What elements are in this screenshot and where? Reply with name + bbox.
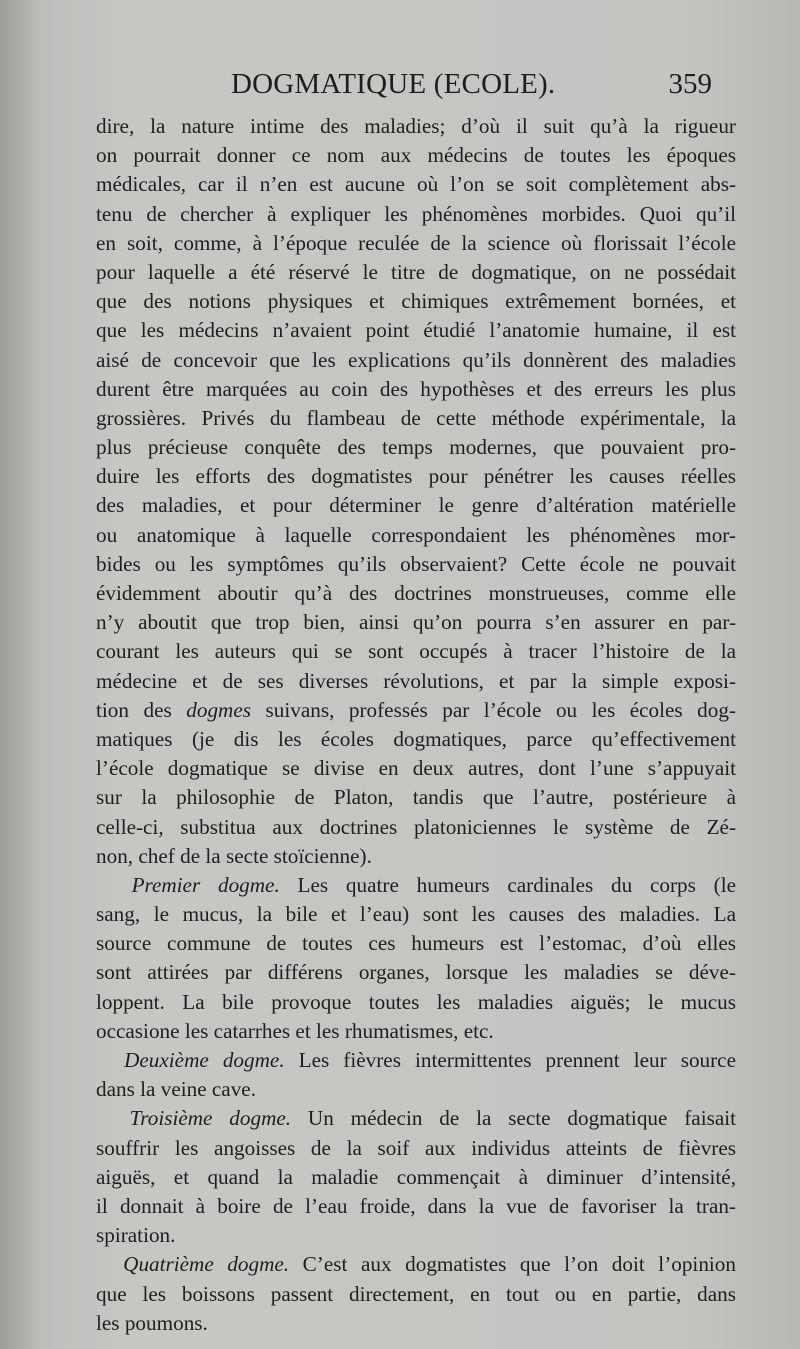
- text-line: que les boissons passent directement, en tout ou en partie, dans: [96, 1281, 736, 1306]
- dogme-heading-line: [96, 1250, 736, 1279]
- text-fragment: C’est aux dogmatistes que l’on doit l’opinion: [289, 1252, 736, 1277]
- text-line: dire, la nature intime des maladies; d’où il suit qu’à la rigueur: [96, 114, 736, 138]
- text-line: aisé de concevoir que les explications qu’ils donnèrent des maladies: [96, 347, 736, 372]
- text-line: des maladies, et pour déterminer le genre d’altération matérielle: [96, 493, 736, 518]
- text-line: tenu de chercher à expliquer les phénomènes morbides. Quoi qu’il: [96, 201, 736, 226]
- text-line: celle-ci, substitua aux doctrines platoniciennes le système de Zé-: [96, 814, 736, 839]
- text-line: durent être marquées au coin des hypothèses et des erreurs les plus: [96, 376, 736, 401]
- text-fragment: Les quatre humeurs cardinales du corps (le: [279, 872, 736, 897]
- text-line: non, chef de la secte stoïcienne).: [96, 843, 372, 868]
- running-head: [96, 68, 736, 108]
- text-line: source commune de toutes ces humeurs est l’estomac, d’où elles: [96, 931, 736, 956]
- text-line: [96, 696, 736, 725]
- text-line: pour laquelle a été réservé le titre de dogmatique, on ne possédait: [96, 259, 736, 284]
- text-line: en soit, comme, à l’époque reculée de la science où florissait l’école: [96, 230, 736, 255]
- text-line: que les médecins n’avaient point étudié l’anatomie humaine, il est: [96, 318, 736, 343]
- text-line: duire les efforts des dogmatistes pour pénétrer les causes réelles: [96, 464, 736, 489]
- text-line: sont attirées par différens organes, lorsque les maladies se déve-: [96, 960, 736, 985]
- dogme-label: Premier dogme.: [131, 872, 280, 897]
- page-number: 359: [668, 68, 712, 100]
- text-line: médicales, car il n’en est aucune où l’on se soit complètement abs-: [96, 172, 736, 197]
- text-line: aiguës, et quand la maladie commençait à diminuer d’intensité,: [96, 1164, 736, 1189]
- body-text: [96, 112, 736, 1338]
- text-line: bides ou les symptômes qu’ils observaient? Cette école ne pouvait: [96, 551, 736, 576]
- dogme-label: Troisième dogme.: [129, 1106, 292, 1131]
- text-fragment: suivans, professés par l’école ou les écoles dog-: [250, 697, 736, 722]
- text-line: n’y aboutit que trop bien, ainsi qu’on pourra s’en assurer en par-: [96, 610, 736, 635]
- text-line: que des notions physiques et chimiques extrêmement bornées, et: [96, 289, 736, 314]
- text-line: matiques (je dis les écoles dogmatiques, parce qu’effectivement: [96, 726, 736, 751]
- text-line: sur la philosophie de Platon, tandis que l’autre, postérieure à: [96, 785, 736, 810]
- text-line: l’école dogmatique se divise en deux autres, dont l’une s’appuyait: [96, 756, 736, 781]
- text-line: occasione les catarrhes et les rhumatismes, etc.: [96, 1018, 494, 1043]
- dogme-label: Quatrième dogme.: [123, 1252, 290, 1277]
- text-line: on pourrait donner ce nom aux médecins de toutes les époques: [96, 143, 736, 168]
- text-line: spiration.: [96, 1223, 176, 1248]
- text-line: plus précieuse conquête des temps modernes, que pouvaient pro-: [96, 435, 736, 460]
- text-line: il donnait à boire de l’eau froide, dans la vue de favoriser la tran-: [96, 1193, 736, 1218]
- text-line: grossières. Privés du flambeau de cette méthode expérimentale, la: [96, 405, 736, 430]
- text-line: sang, le mucus, la bile et l’eau) sont les causes des maladies. La: [96, 902, 736, 927]
- text-fragment: Un médecin de la secte dogmatique faisait: [291, 1106, 737, 1131]
- running-title: DOGMATIQUE (ECOLE).: [231, 68, 556, 100]
- text-line: courant les auteurs qui se sont occupés à tracer l’histoire de la: [96, 639, 736, 664]
- text-line: les poumons.: [96, 1310, 208, 1335]
- dogme-heading-line: [96, 871, 736, 900]
- text-line: loppent. La bile provoque toutes les maladies aiguës; le mucus: [96, 989, 736, 1014]
- italic-term: dogmes: [186, 697, 251, 722]
- text-fragment: Les fièvres intermittentes prennent leur source: [284, 1048, 736, 1072]
- text-line: médecine et de ses diverses révolutions, et par la simple exposi-: [96, 668, 736, 693]
- dogme-heading-line: [96, 1104, 736, 1133]
- text-line: dans la veine cave.: [96, 1077, 257, 1102]
- text-fragment: tion des: [96, 697, 187, 722]
- text-line: évidemment aboutir qu’à des doctrines monstrueuses, comme elle: [96, 581, 736, 605]
- text-line: souffrir les angoisses de la soif aux individus atteints de fièvres: [96, 1135, 736, 1160]
- dogme-heading-line: [96, 1046, 736, 1075]
- dogme-label: Deuxième dogme.: [124, 1048, 285, 1072]
- text-line: ou anatomique à laquelle correspondaient les phénomènes mor-: [96, 522, 736, 547]
